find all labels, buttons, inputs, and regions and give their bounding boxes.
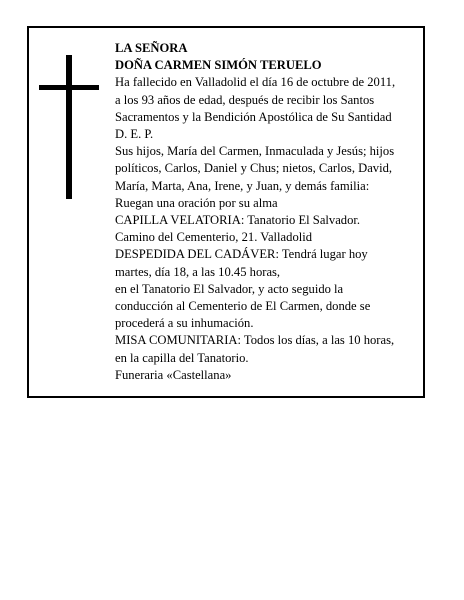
mass-line: MISA COMUNITARIA: Todos los días, a las 10 horas, xyxy=(115,333,395,348)
funeral-home: Funeraria «Castellana» xyxy=(115,367,232,382)
cross-vertical-bar xyxy=(66,55,72,199)
farewell-line: procederá a su inhumación. xyxy=(115,316,254,331)
death-line: Ha fallecido en Valladolid el día 16 de octubre de 2011, xyxy=(115,75,396,90)
death-line: Sacramentos y la Bendición Apostólica de Su Santidad xyxy=(115,109,392,124)
rip-line: D. E. P. xyxy=(115,127,154,142)
farewell-line: martes, día 18, a las 10.45 horas, xyxy=(115,264,281,279)
obituary-text xyxy=(115,40,421,384)
farewell-line: conducción al Cementerio de El Carmen, donde se xyxy=(115,299,371,314)
family-line: políticos, Carlos, Daniel y Chus; nietos, Carlos, David, xyxy=(115,161,393,176)
chapel-line: CAPILLA VELATORIA: Tanatorio El Salvador. xyxy=(115,213,361,228)
cross-horizontal-bar xyxy=(39,85,99,90)
prayer-line: Ruegan una oración por su alma xyxy=(115,195,278,210)
farewell-line: DESPEDIDA DEL CADÁVER: Tendrá lugar hoy xyxy=(115,247,368,262)
death-line: a los 93 años de edad, después de recibir los Santos xyxy=(115,92,375,107)
farewell-line: en el Tanatorio El Salvador, y acto seguido la xyxy=(115,281,344,296)
mass-line: en la capilla del Tanatorio. xyxy=(115,350,249,365)
chapel-address: Camino del Cementerio, 21. Valladolid xyxy=(115,230,313,245)
obituary-notice xyxy=(27,26,425,398)
deceased-name: DOÑA CARMEN SIMÓN TERUELO xyxy=(115,58,322,73)
notice-title: LA SEÑORA xyxy=(115,41,188,55)
family-line: Sus hijos, María del Carmen, Inmaculada y Jesús; hijos xyxy=(115,144,395,159)
cross-icon xyxy=(39,55,99,199)
family-line: María, Marta, Ana, Irene, y Juan, y demás familia: xyxy=(115,178,370,193)
